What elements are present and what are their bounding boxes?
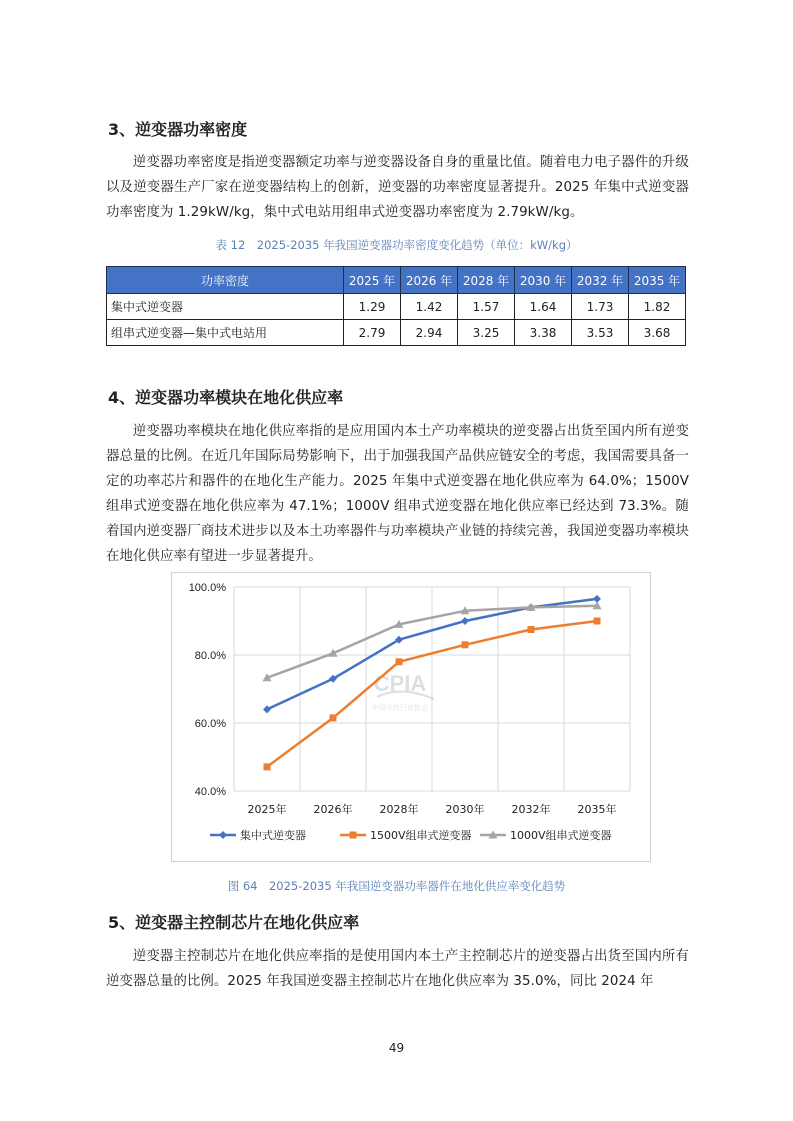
data-point	[528, 626, 535, 633]
table-cell: 2.94	[401, 320, 458, 346]
legend-marker	[219, 831, 227, 839]
table-cell: 1.73	[572, 294, 629, 320]
y-tick-label: 40.0%	[194, 786, 226, 798]
table-row	[107, 294, 686, 320]
table-cell: 1.64	[515, 294, 572, 320]
table-cell: 1.57	[458, 294, 515, 320]
legend-marker	[350, 832, 357, 839]
table-header-cell: 2032 年	[572, 267, 629, 294]
watermark-logo: CPIA	[373, 671, 427, 696]
section-5-heading: 5、逆变器主控制芯片在地化供应率	[108, 913, 360, 932]
x-tick-label: 2028年	[379, 803, 419, 816]
table-cell: 3.53	[572, 320, 629, 346]
table-cell: 3.25	[458, 320, 515, 346]
watermark-org: 中国光伏行业协会	[372, 704, 428, 712]
table-cell: 2.79	[344, 320, 401, 346]
table-cell: 3.38	[515, 320, 572, 346]
table-cell: 组串式逆变器—集中式电站用	[107, 320, 344, 346]
legend-label: 1500V组串式逆变器	[370, 829, 472, 842]
table-12-caption: 表 12 2025-2035 年我国逆变器功率密度变化趋势（单位：kW/kg）	[215, 238, 578, 252]
table-header-cell: 2035 年	[629, 267, 686, 294]
section-5-paragraph: 逆变器主控制芯片在地化供应率指的是使用国内本土产主控制芯片的逆变器占出货至国内所有逆变器总量的比例。2025 年我国逆变器主控制芯片在地化供应率为 35.0%，同比 2024 年	[106, 949, 689, 989]
table-header-cell: 2026 年	[401, 267, 458, 294]
data-point	[594, 618, 601, 625]
power-density-table	[106, 266, 686, 346]
chart-container	[171, 572, 651, 862]
section-3-paragraph: 逆变器功率密度是指逆变器额定功率与逆变器设备自身的重量比值。随着电力电子器件的升级以及逆变器生产厂家在逆变器结构上的创新，逆变器的功率密度显著提升。2025 年集中式逆变器功率密度为 1.29kW/kg，集中式电站用组串式逆变器功率密度为 2.79kW/kg。	[106, 155, 689, 220]
data-point	[330, 714, 337, 721]
table-row	[107, 320, 686, 346]
line-chart	[172, 573, 650, 861]
table-header-cell: 功率密度	[107, 267, 344, 294]
page-number: 49	[388, 1041, 405, 1055]
section-4-heading: 4、逆变器功率模块在地化供应率	[108, 388, 344, 407]
data-point	[462, 641, 469, 648]
table-header-cell: 2025 年	[344, 267, 401, 294]
table-cell: 集中式逆变器	[107, 294, 344, 320]
table-cell: 1.29	[344, 294, 401, 320]
figure-64-caption: 图 64 2025-2035 年我国逆变器功率器件在地化供应率变化趋势	[227, 879, 566, 893]
x-tick-label: 2035年	[577, 803, 617, 816]
table-header-cell: 2028 年	[458, 267, 515, 294]
section-3-heading: 3、逆变器功率密度	[108, 120, 248, 139]
table-header-cell: 2030 年	[515, 267, 572, 294]
data-point	[461, 617, 469, 625]
data-point	[396, 658, 403, 665]
x-tick-label: 2025年	[247, 803, 287, 816]
legend-label: 集中式逆变器	[240, 829, 306, 842]
data-point	[264, 763, 271, 770]
y-tick-label: 80.0%	[194, 650, 226, 662]
x-tick-label: 2032年	[511, 803, 551, 816]
x-tick-label: 2026年	[313, 803, 353, 816]
table-header-row	[107, 267, 686, 294]
table-cell: 3.68	[629, 320, 686, 346]
section-4-paragraph: 逆变器功率模块在地化供应率指的是应用国内本土产功率模块的逆变器占出货至国内所有逆变器总量的比例。在近几年国际局势影响下，出于加强我国产品供应链安全的考虑，我国需要具备一定的功率芯片和器件的在地化生产能力。2025 年集中式逆变器在地化供应率为 64.0%；1500V 组串式逆变器在地化供应率为 47.1%；1000V 组串式逆变器在地化供应率已经达到 73.3%。随着国内逆变器厂商技术进步以及本土功率器件与功率模块产业链的持续完善，我国逆变器功率模块在地化供应率有望进一步显著提升。	[106, 424, 689, 564]
data-point	[263, 705, 271, 713]
table-cell: 1.82	[629, 294, 686, 320]
y-tick-label: 100.0%	[188, 582, 226, 594]
y-tick-label: 60.0%	[194, 718, 226, 730]
table-cell: 1.42	[401, 294, 458, 320]
x-tick-label: 2030年	[445, 803, 485, 816]
legend-label: 1000V组串式逆变器	[510, 829, 612, 842]
